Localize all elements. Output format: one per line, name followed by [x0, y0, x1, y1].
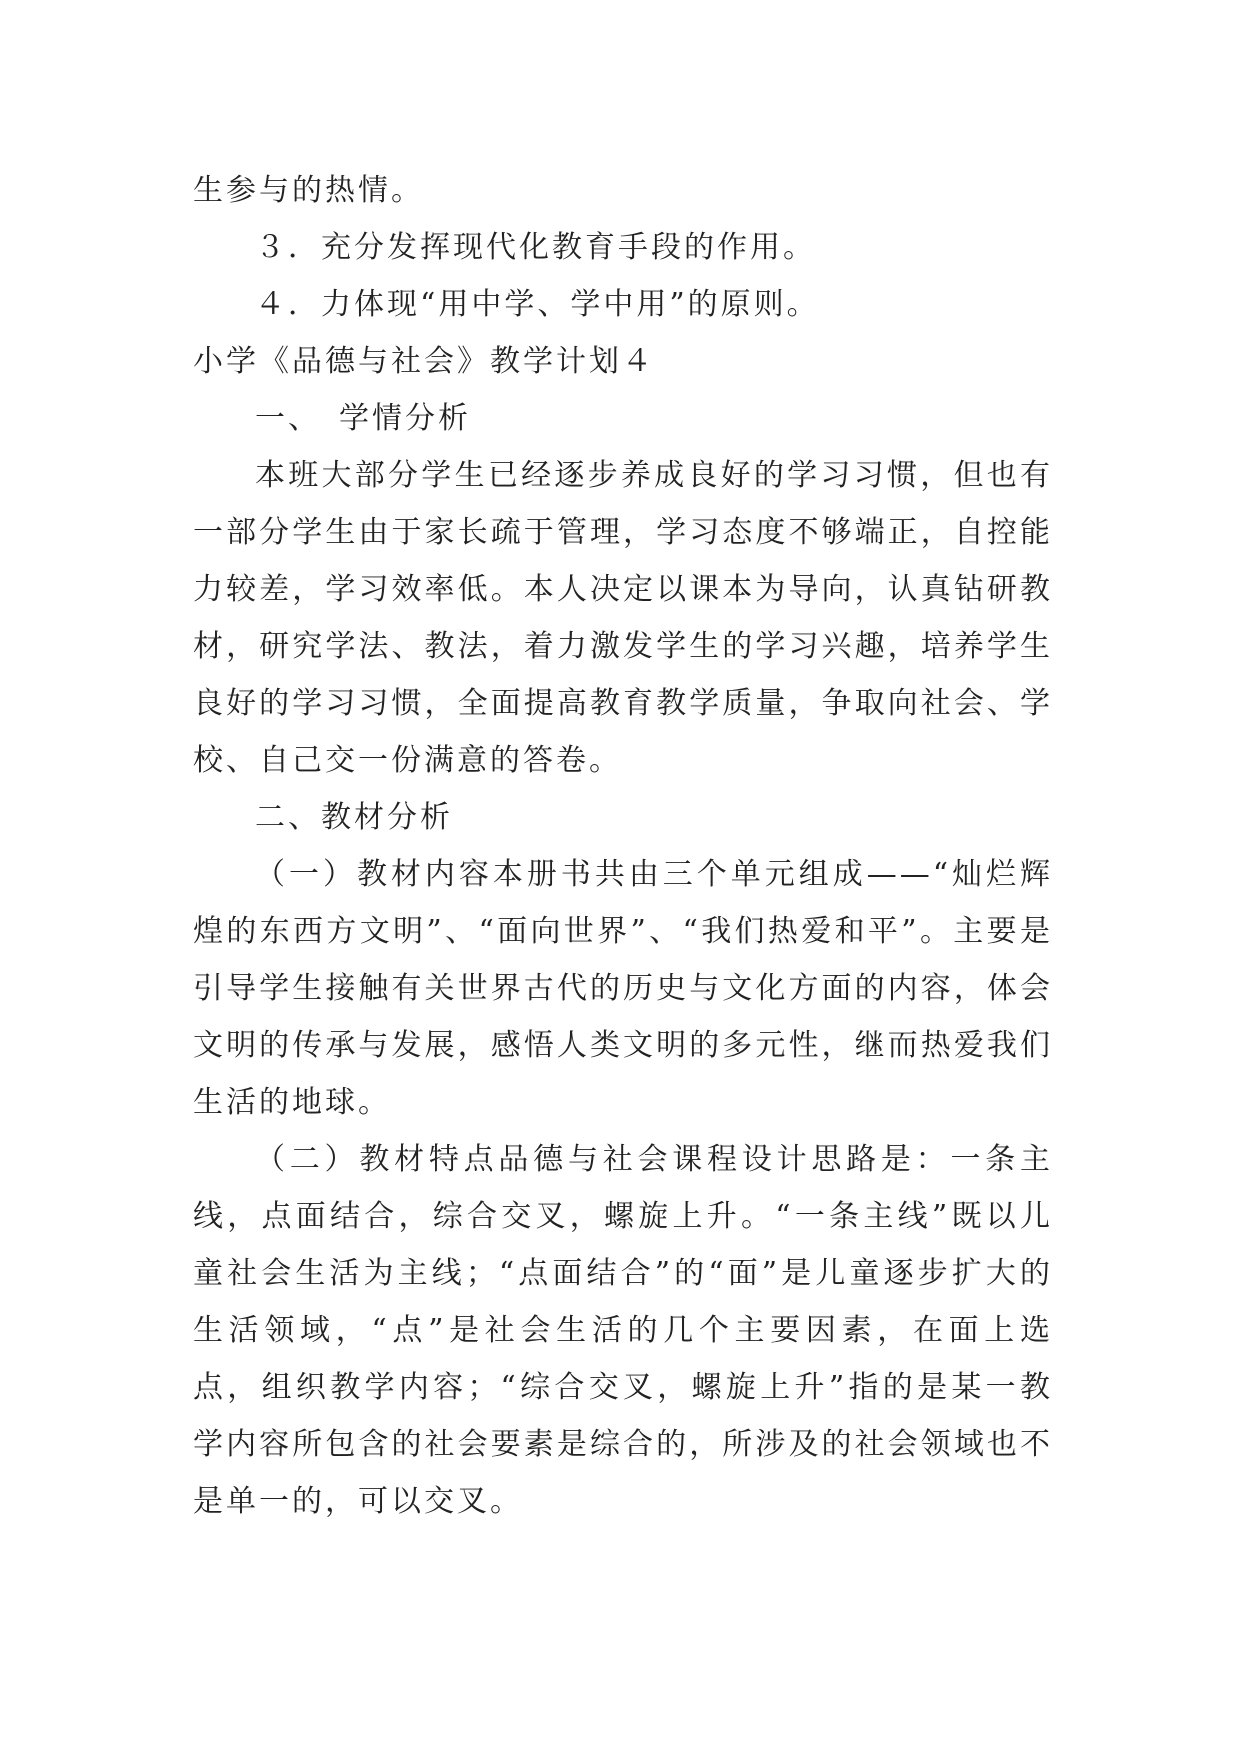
section-title: 小学《品德与社会》教学计划４: [193, 344, 655, 379]
paragraph-textbook-features: （二）教材特点品德与社会课程设计思路是：一条主线，点面结合，综合交叉，螺旋上升。“一条主线”既以儿童社会生活为主线；“点面结合”的“面”是儿童逐步扩大的生活领域，“点”是社会生活的几个主要因素，在面上选点，组织教学内容；“综合交叉，螺旋上升”指的是某一教学内容所包含的社会要素是综合的，所涉及的社会领域也不是单一的，可以交叉。: [193, 1142, 1053, 1519]
paragraph-learning-analysis: 本班大部分学生已经逐步养成良好的学习习惯，但也有一部分学生由于家长疏于管理，学习态度不够端正，自控能力较差，学习效率低。本人决定以课本为导向，认真钻研教材，研究学法、教法，着力激发学生的学习兴趣，培养学生良好的学习习惯，全面提高教育教学质量，争取向社会、学校、自己交一份满意的答卷。: [193, 458, 1053, 778]
list-item-3: ３．充分发挥现代化教育手段的作用。: [255, 230, 816, 265]
paragraph-textbook-content: （一）教材内容本册书共由三个单元组成——“灿烂辉煌的东西方文明”、“面向世界”、“我们热爱和平”。主要是引导学生接触有关世界古代的历史与文化方面的内容，体会文明的传承与发展，感悟人类文明的多元性，继而热爱我们生活的地球。: [193, 857, 1053, 1120]
paragraph-continuation: 生参与的热情。: [193, 173, 424, 208]
heading-textbook-analysis: 二、教材分析: [255, 800, 453, 835]
document-page: [193, 160, 1053, 1530]
list-item-4: ４．力体现“用中学、学中用”的原则。: [255, 287, 820, 322]
heading-learning-analysis: 一、 学情分析: [255, 401, 471, 436]
